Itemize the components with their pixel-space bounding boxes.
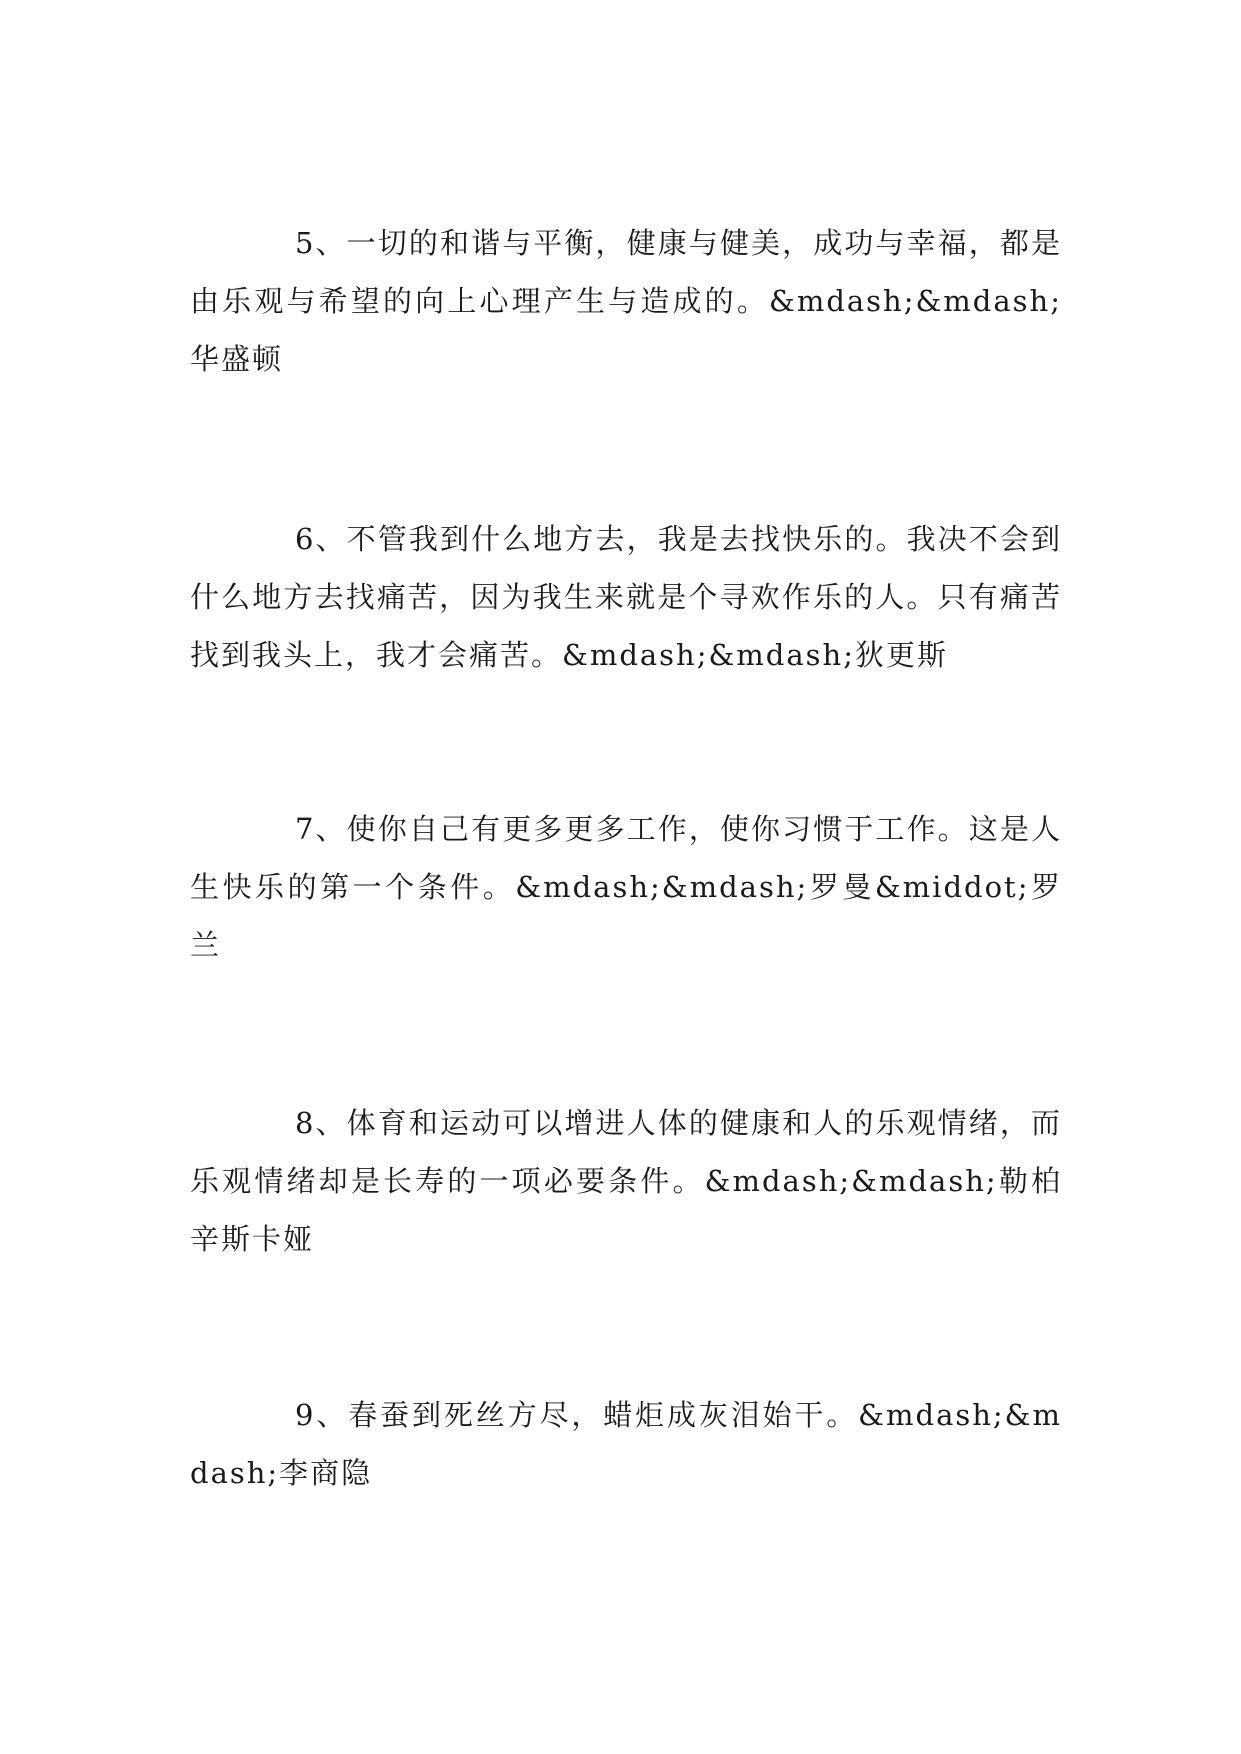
quote-paragraph-8: 8、体育和运动可以增进人体的健康和人的乐观情绪，而乐观情绪却是长寿的一项必要条件。&mdash;&mdash;勒柏辛斯卡娅 <box>190 1106 1062 1256</box>
quote-paragraph-5: 5、一切的和谐与平衡，健康与健美，成功与幸福，都是由乐观与希望的向上心理产生与造成的。&mdash;&mdash;华盛顿 <box>190 226 1062 376</box>
quote-paragraph-9: 9、春蚕到死丝方尽，蜡炬成灰泪始干。&mdash;&mdash;李商隐 <box>190 1398 1062 1490</box>
quote-paragraph-6: 6、不管我到什么地方去，我是去找快乐的。我决不会到什么地方去找痛苦，因为我生来就是个寻欢作乐的人。只有痛苦找到我头上，我才会痛苦。&mdash;&mdash;狄更斯 <box>190 522 1062 672</box>
quote-paragraph-7: 7、使你自己有更多更多工作，使你习惯于工作。这是人生快乐的第一个条件。&mdash;&mdash;罗曼&middot;罗兰 <box>190 812 1062 962</box>
